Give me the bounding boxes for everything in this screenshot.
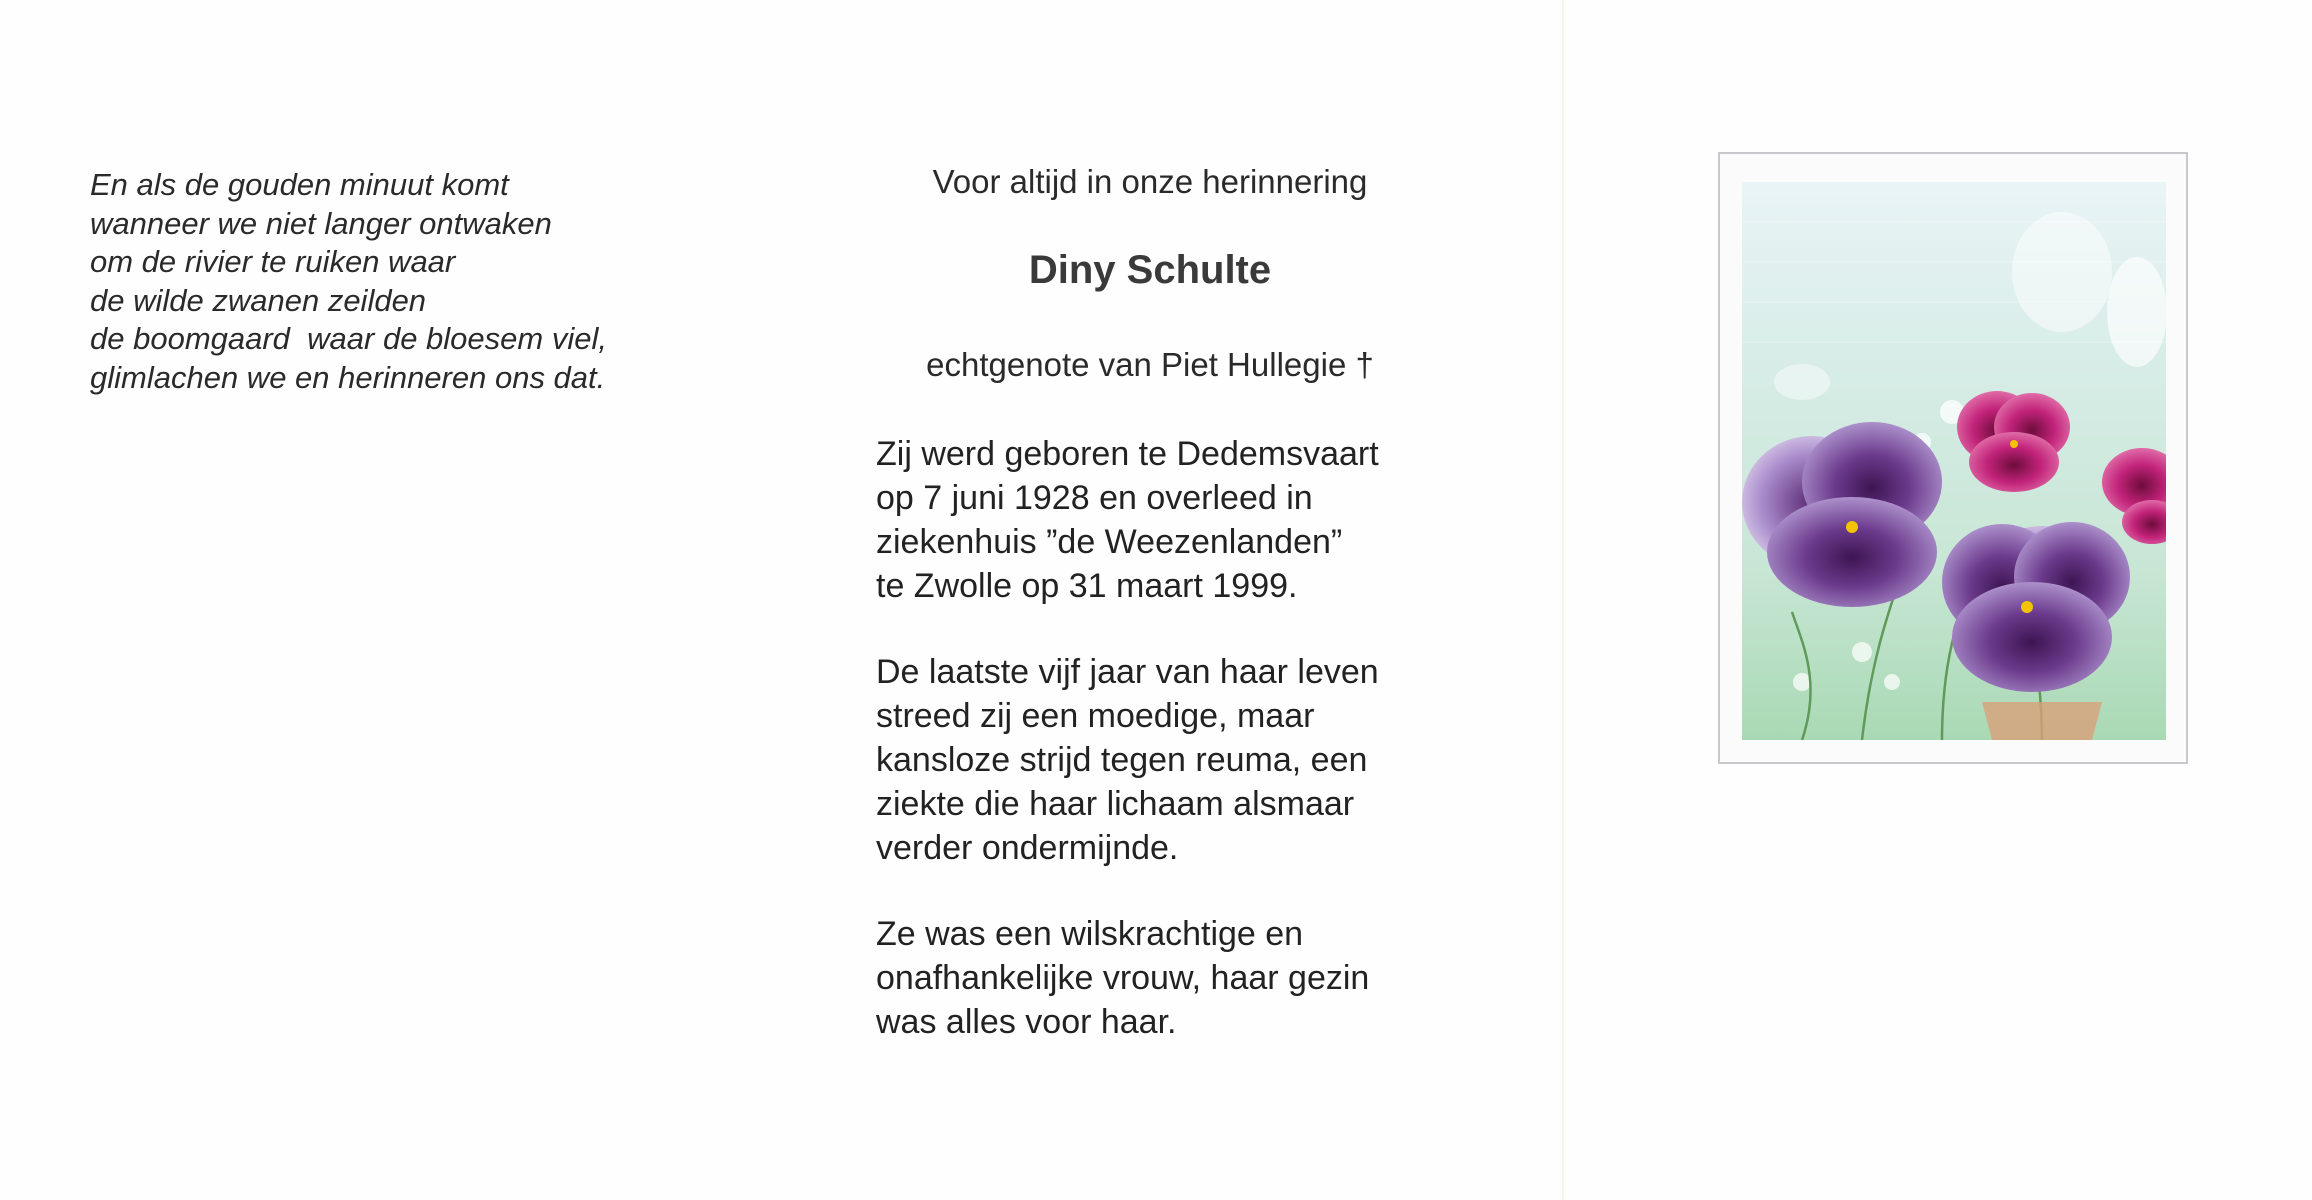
poem xyxy=(90,166,710,397)
paragraph-line: te Zwolle op 31 maart 1999. xyxy=(876,567,1298,605)
flower-pot xyxy=(1982,702,2102,740)
biography-paragraph-birth xyxy=(876,432,1436,608)
paragraph-line: ziekte die haar lichaam alsmaar xyxy=(876,785,1355,823)
biography-paragraph-character xyxy=(876,912,1436,1044)
spouse-line: echtgenote van Piet Hullegie † xyxy=(926,346,1374,383)
paragraph-line: Ze was een wilskrachtige en xyxy=(876,915,1304,953)
deceased-name: Diny Schulte xyxy=(1028,248,1272,292)
memorial-heading: Voor altijd in onze herinnering xyxy=(932,163,1368,200)
paragraph-line: ziekenhuis ”de Weezenlanden” xyxy=(876,523,1343,561)
biography-paragraph-illness xyxy=(876,650,1436,870)
paragraph-line: onafhankelijke vrouw, haar gezin xyxy=(876,959,1370,997)
poem-line: de boomgaard waar de bloesem viel, xyxy=(90,321,607,356)
poem-line: glimlachen we en herinneren ons dat. xyxy=(90,359,606,395)
poem-line: om de rivier te ruiken waar xyxy=(90,244,456,279)
paragraph-line: kansloze strijd tegen reuma, een xyxy=(876,741,1368,779)
pansies-photo xyxy=(1742,182,2166,740)
card-fold-line xyxy=(1562,0,1565,1200)
paragraph-line: streed zij een moedige, maar xyxy=(876,697,1315,735)
paragraph-line: was alles voor haar. xyxy=(876,1003,1177,1041)
paragraph-line: op 7 juni 1928 en overleed in xyxy=(876,479,1313,517)
paragraph-line: verder ondermijnde. xyxy=(876,829,1179,867)
poem-line: En als de gouden minuut komt xyxy=(90,167,509,202)
pansies-image xyxy=(1742,182,2166,740)
paragraph-line: Zij werd geboren te Dedemsvaart xyxy=(876,435,1379,473)
photo-frame xyxy=(1718,152,2188,764)
poem-line: de wilde zwanen zeilden xyxy=(90,282,427,318)
paragraph-line: De laatste vijf jaar van haar leven xyxy=(876,653,1379,691)
poem-line: wanneer we niet langer ontwaken xyxy=(90,205,552,241)
